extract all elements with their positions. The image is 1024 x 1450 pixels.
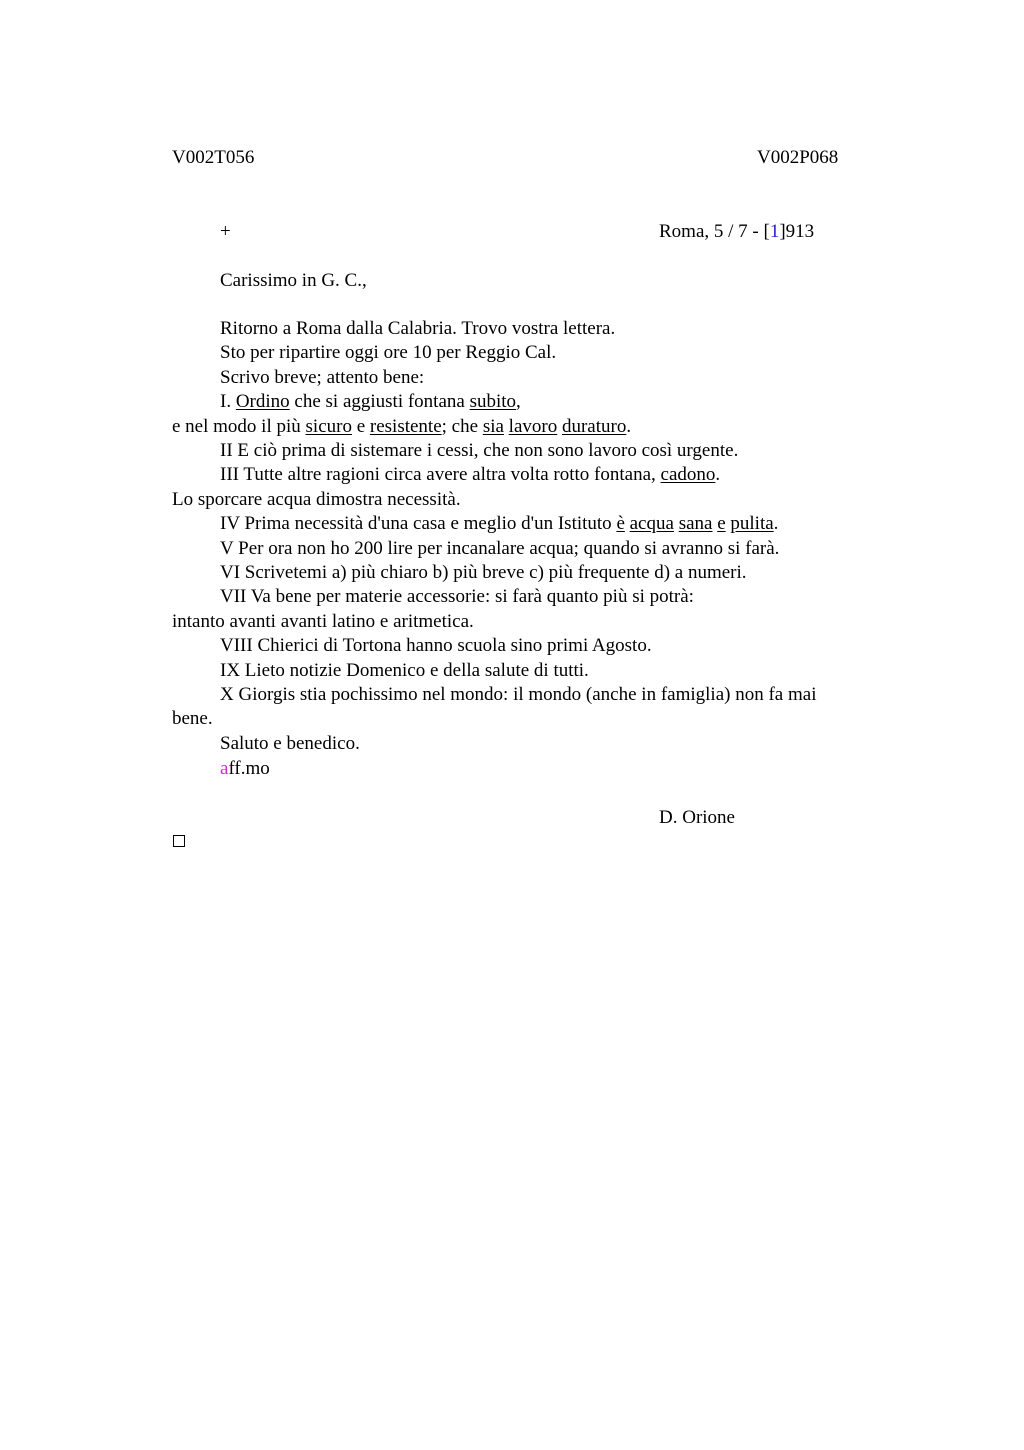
- underlined-word: e: [717, 513, 726, 534]
- underlined-word: sicuro: [305, 416, 352, 437]
- line-text: V Per ora non ho 200 lire per incanalare acqua; quando si avranno si farà.: [220, 538, 780, 559]
- line-text: che si aggiusti fontana: [289, 391, 470, 412]
- line-text: intanto avanti avanti latino e aritmetica.: [172, 611, 474, 632]
- line-text: Ritorno a Roma dalla Calabria. Trovo vostra lettera.: [220, 318, 616, 339]
- letter-line: [220, 366, 424, 390]
- document-code-left: V002T056: [172, 147, 255, 168]
- line-text: .: [626, 416, 632, 437]
- line-text: VI Scrivetemi a) più chiaro b) più breve c) più frequente d) a numeri.: [220, 562, 747, 583]
- letter-line: [220, 732, 360, 756]
- line-text: ; che: [441, 416, 483, 437]
- date-prefix: Roma, 5 / 7 - [: [659, 221, 770, 242]
- letter-date: [659, 220, 814, 244]
- line-text: X Giorgis stia pochissimo nel mondo: il mondo (anche in famiglia) non fa mai: [220, 684, 817, 705]
- line-text: .: [715, 464, 721, 485]
- letter-line: [220, 659, 589, 683]
- letter-line: [172, 707, 213, 731]
- salutation: [220, 269, 367, 293]
- closing: [220, 757, 270, 781]
- line-text: Sto per ripartire oggi ore 10 per Reggio Cal.: [220, 342, 557, 363]
- closing-rest: ff.mo: [228, 758, 270, 779]
- salutation-comma: ,: [361, 270, 367, 291]
- letter-line: [220, 463, 720, 487]
- underlined-word: pulita: [730, 513, 774, 534]
- letter-line: [172, 610, 474, 634]
- letter-line: [220, 439, 738, 463]
- letter-line: [220, 634, 652, 658]
- line-text: I.: [220, 391, 236, 412]
- line-text: Lo sporcare acqua dimostra necessità.: [172, 489, 461, 510]
- line-text: .: [773, 513, 779, 534]
- underlined-word: è: [616, 513, 625, 534]
- underlined-word: sana: [678, 513, 713, 534]
- line-text: ,: [516, 391, 521, 412]
- date-bracket-digit: 1: [769, 221, 780, 242]
- letter-line: [220, 390, 521, 414]
- closing-first-letter: a: [220, 758, 229, 779]
- line-text: III Tutte altre ragioni circa avere altra volta rotto fontana,: [220, 464, 661, 485]
- letter-line: [220, 341, 556, 365]
- underlined-word: Ordino: [235, 391, 290, 412]
- line-text: e: [351, 416, 370, 437]
- underlined-word: cadono: [660, 464, 716, 485]
- checkbox-icon: [173, 835, 185, 847]
- salutation-text: Carissimo in G. C.: [220, 270, 362, 291]
- line-text: IV Prima necessità d'una casa e meglio d'un Istituto: [220, 513, 617, 534]
- line-text: Saluto e benedico.: [220, 733, 360, 754]
- underlined-word: sia: [482, 416, 504, 437]
- document-code-right: V002P068: [757, 147, 839, 168]
- line-text: VIII Chierici di Tortona hanno scuola sino primi Agosto.: [220, 635, 652, 656]
- letter-line: [220, 561, 747, 585]
- underlined-word: duraturo: [561, 416, 627, 437]
- letter-line: [172, 415, 631, 439]
- letter-line: [220, 585, 694, 609]
- line-text: Scrivo breve; attento bene:: [220, 367, 425, 388]
- letter-line: [172, 488, 461, 512]
- line-text: VII Va bene per materie accessorie: si farà quanto più si potrà:: [220, 586, 694, 607]
- line-text: bene.: [172, 708, 213, 729]
- underlined-word: acqua: [629, 513, 674, 534]
- line-text: II E ciò prima di sistemare i cessi, che non sono lavoro così urgente.: [220, 440, 739, 461]
- signature: D. Orione: [659, 807, 735, 828]
- cross-symbol: +: [220, 221, 231, 242]
- line-text: e nel modo il più: [172, 416, 306, 437]
- letter-line: [220, 512, 778, 536]
- line-text: IX Lieto notizie Domenico e della salute di tutti.: [220, 660, 589, 681]
- underlined-word: lavoro: [508, 416, 558, 437]
- letter-line: [220, 537, 779, 561]
- underlined-word: subito: [469, 391, 517, 412]
- letter-line: [220, 683, 816, 707]
- date-suffix: ]913: [779, 221, 815, 242]
- underlined-word: resistente: [369, 416, 442, 437]
- letter-line: [220, 317, 615, 341]
